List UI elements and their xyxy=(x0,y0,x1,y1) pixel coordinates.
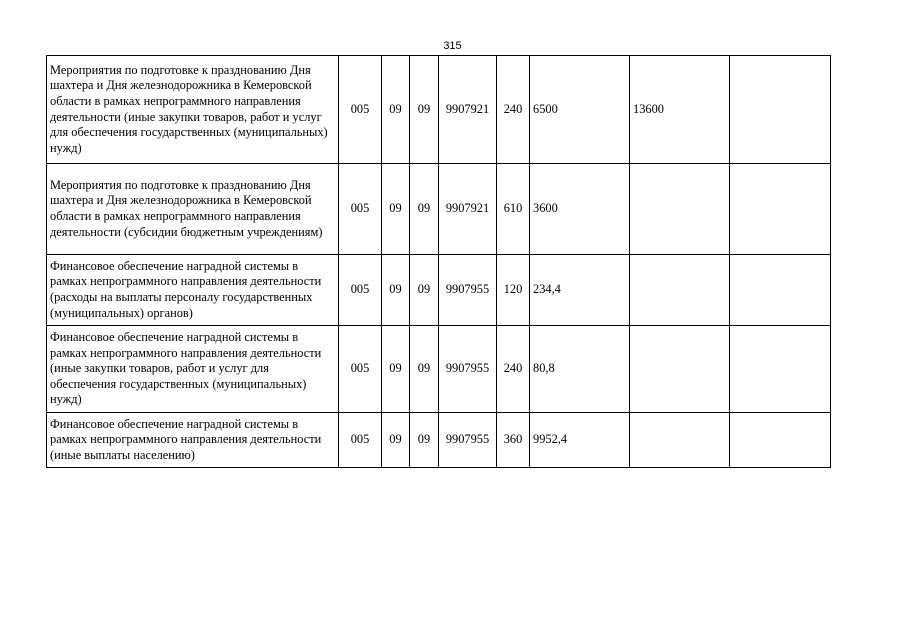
amount-3 xyxy=(730,164,831,255)
amount-1: 6500 xyxy=(530,56,630,164)
amount-3 xyxy=(730,56,831,164)
amount-1: 9952,4 xyxy=(530,413,630,468)
section-code: 09 xyxy=(382,56,410,164)
ministry-code: 005 xyxy=(339,56,382,164)
target-article-code: 9907955 xyxy=(439,413,497,468)
target-article-code: 9907955 xyxy=(439,255,497,326)
amount-3 xyxy=(730,326,831,413)
amount-2 xyxy=(630,164,730,255)
target-article-code: 9907921 xyxy=(439,56,497,164)
amount-3 xyxy=(730,255,831,326)
budget-table xyxy=(46,55,831,468)
amount-2 xyxy=(630,326,730,413)
expense-type-code: 240 xyxy=(497,326,530,413)
amount-3 xyxy=(730,413,831,468)
subsection-code: 09 xyxy=(410,326,439,413)
table-row xyxy=(47,413,831,468)
expense-type-code: 120 xyxy=(497,255,530,326)
table-row xyxy=(47,326,831,413)
section-code: 09 xyxy=(382,413,410,468)
row-description: Финансовое обеспечение наградной системы в рамках непрограммного направления деятельности (расходы на выплаты персоналу государственных (муниципальных) органов) xyxy=(47,255,339,326)
page-number: 315 xyxy=(443,40,462,52)
section-code: 09 xyxy=(382,255,410,326)
amount-1: 3600 xyxy=(530,164,630,255)
subsection-code: 09 xyxy=(410,413,439,468)
ministry-code: 005 xyxy=(339,413,382,468)
subsection-code: 09 xyxy=(410,255,439,326)
ministry-code: 005 xyxy=(339,326,382,413)
expense-type-code: 610 xyxy=(497,164,530,255)
section-code: 09 xyxy=(382,164,410,255)
row-description: Финансовое обеспечение наградной системы в рамках непрограммного направления деятельности (иные выплаты населению) xyxy=(47,413,339,468)
row-description: Мероприятия по подготовке к празднованию Дня шахтера и Дня железнодорожника в Кемеровской области в рамках непрограммного направления деятельности (иные закупки товаров, работ и услуг для обеспечения государственных (муниципальных) нужд) xyxy=(47,56,339,164)
row-description: Мероприятия по подготовке к празднованию Дня шахтера и Дня железнодорожника в Кемеровской области в рамках непрограммного направления деятельности (субсидии бюджетным учреждениям) xyxy=(47,164,339,255)
amount-1: 234,4 xyxy=(530,255,630,326)
subsection-code: 09 xyxy=(410,56,439,164)
row-description: Финансовое обеспечение наградной системы в рамках непрограммного направления деятельности (иные закупки товаров, работ и услуг для обеспечения государственных (муниципальных) нужд) xyxy=(47,326,339,413)
table-row xyxy=(47,255,831,326)
expense-type-code: 240 xyxy=(497,56,530,164)
section-code: 09 xyxy=(382,326,410,413)
amount-1: 80,8 xyxy=(530,326,630,413)
target-article-code: 9907955 xyxy=(439,326,497,413)
table-row xyxy=(47,164,831,255)
ministry-code: 005 xyxy=(339,255,382,326)
expense-type-code: 360 xyxy=(497,413,530,468)
ministry-code: 005 xyxy=(339,164,382,255)
amount-2 xyxy=(630,413,730,468)
amount-2: 13600 xyxy=(630,56,730,164)
table-row xyxy=(47,56,831,164)
amount-2 xyxy=(630,255,730,326)
subsection-code: 09 xyxy=(410,164,439,255)
target-article-code: 9907921 xyxy=(439,164,497,255)
